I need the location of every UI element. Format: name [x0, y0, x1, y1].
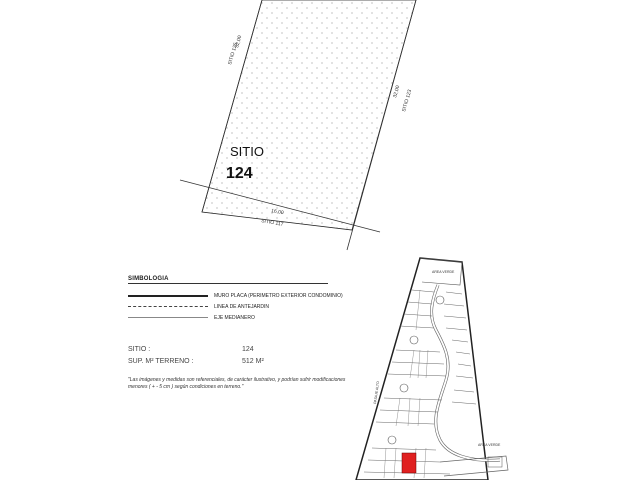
sitio-label: SITIO :	[128, 345, 151, 353]
neighbor-left-label: SITIO 125	[227, 41, 240, 66]
legend-label-muro: MURO PLACA (PERIMETRO EXTERIOR CONDOMINIO)	[214, 292, 343, 299]
side-road-label: PASAJE ALTO	[373, 381, 381, 405]
sitio-value: 124	[242, 345, 254, 353]
condominium-perimeter	[356, 258, 488, 480]
neighbor-bottom-label: SITIO 117	[260, 218, 284, 228]
dim-bottom: 16,00	[270, 208, 285, 217]
access-gate	[488, 457, 502, 467]
sup-value: 512 M²	[242, 357, 264, 365]
neighbor-right-label: SITIO 123	[401, 88, 414, 113]
dim-left: 32,00	[234, 34, 244, 49]
legend-title: SIMBOLOGIA	[128, 276, 328, 284]
highlighted-lot-124	[402, 453, 416, 473]
lower-green-area-label: AREA VERDE	[478, 443, 501, 447]
sitio-number: 124	[226, 165, 253, 182]
legend-label-antejardin: LINEA DE ANTEJARDIN	[214, 303, 270, 310]
sup-label: SUP. M² TERRENO :	[128, 357, 194, 365]
dim-right: 32,00	[392, 84, 402, 99]
disclaimer-note: "Las imágenes y medidas son referenciales, de carácter ilustrativo, y podrían sufrir modificaciones menores ( + - 5 cm ) según condiciones en terreno."	[128, 377, 346, 390]
top-green-area-label: AREA VERDE	[432, 270, 455, 274]
legend-label-eje: EJE MEDIANERO	[214, 314, 255, 321]
sitio-word: SITIO	[230, 144, 264, 159]
